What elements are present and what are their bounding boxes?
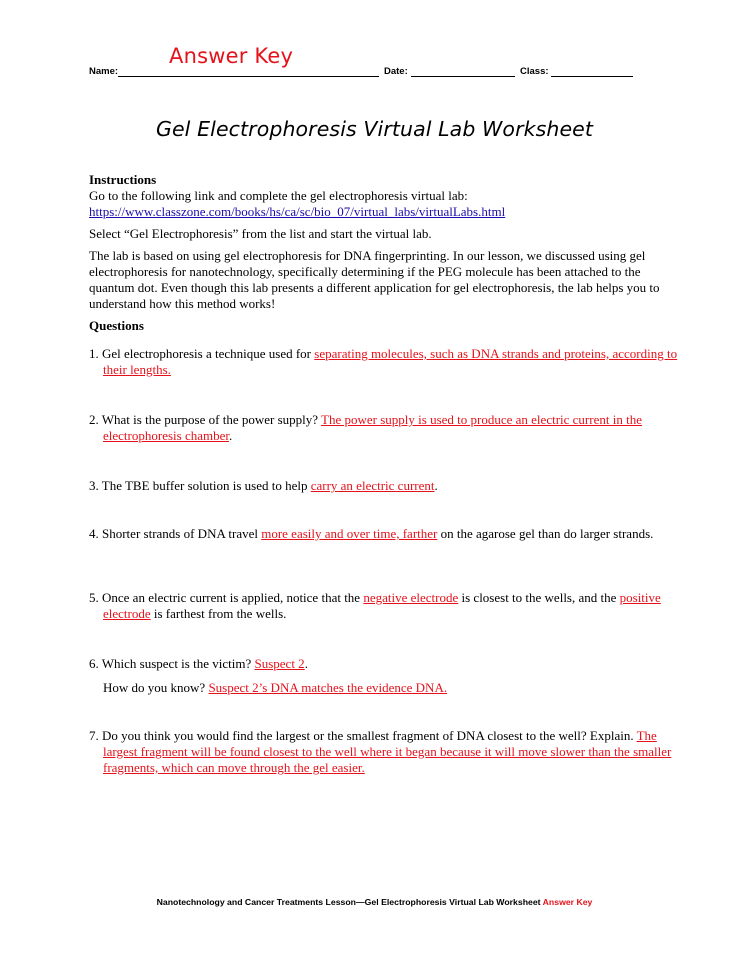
instructions-line: Go to the following link and complete the gel electrophoresis virtual lab: — [89, 188, 468, 203]
question-4-text: 4. Shorter strands of DNA travel — [89, 526, 262, 541]
answer-3: carry an electric current — [310, 478, 435, 493]
select-instruction: Select “Gel Electrophoresis” from the list and start the virtual lab. — [89, 226, 432, 241]
question-6-text: 6. Which suspect is the victim? — [89, 656, 255, 671]
lab-description: The lab is based on using gel electrophoresis for DNA fingerprinting. In our lesson, we discussed using gel electrophoresis for nanotechnology, specifically determining if the PEG molecule has been attached to the quantum dot. Even though this lab presents a different application for gel electrophoresis, the lab helps you to understand how this method works! — [89, 248, 660, 311]
answer-1: separating molecules, such as DNA strands and proteins, according to their lengths. — [103, 346, 678, 377]
date-label: Date: — [384, 66, 408, 77]
answer-6b: Suspect 2’s DNA matches the evidence DNA. — [208, 680, 448, 695]
question-3-text: 3. The TBE buffer solution is used to help — [89, 478, 311, 493]
question-6-followup — [89, 680, 679, 696]
answer-2: The power supply is used to produce an electric current in the electrophoresis chamber — [103, 412, 642, 443]
date-line — [411, 76, 515, 77]
answer-6: Suspect 2 — [254, 656, 305, 671]
question-1 — [89, 346, 679, 378]
question-6-followup-text: How do you know? — [103, 680, 209, 695]
page-title: Gel Electrophoresis Virtual Lab Worksheet — [155, 117, 594, 141]
answer-7: The largest fragment will be found closest to the well where it began because it will move slower than the smaller fragments, which can move through the gel easier. — [103, 728, 672, 775]
question-6: 6. Which suspect is the victim? Suspect 2. — [89, 656, 308, 671]
questions-heading: Questions — [89, 318, 144, 333]
class-line — [551, 76, 633, 77]
answer-key-handwritten: Answer Key — [169, 44, 294, 68]
answer-5a: negative electrode — [363, 590, 459, 605]
virtual-lab-link[interactable]: https://www.classzone.com/books/hs/ca/sc/bio_07/virtual_labs/virtualLabs.html — [89, 204, 506, 219]
question-7 — [89, 728, 679, 776]
worksheet-body — [89, 172, 665, 334]
answer-4: more easily and over time, farther — [261, 526, 438, 541]
question-7-text: 7. Do you think you would find the largest or the smallest fragment of DNA closest to the well? Explain. — [89, 728, 637, 743]
page-footer — [0, 897, 749, 907]
footer-answer-key: Answer Key — [542, 897, 593, 907]
question-4: 4. Shorter strands of DNA travel more easily and over time, farther on the agarose gel than do larger strands. — [89, 526, 654, 541]
question-3: 3. The TBE buffer solution is used to help carry an electric current. — [89, 478, 438, 493]
question-2: 2. What is the purpose of the power supply? The power supply is used to produce an electric current in the electrophoresis chamber. — [89, 412, 642, 443]
question-5-text: 5. Once an electric current is applied, notice that the — [89, 590, 364, 605]
class-label: Class: — [520, 66, 549, 77]
instructions-heading: Instructions — [89, 172, 157, 187]
name-label: Name: — [89, 66, 119, 77]
question-1-text: 1. Gel electrophoresis a technique used for — [89, 346, 315, 361]
footer-text: Nanotechnology and Cancer Treatments Lesson—Gel Electrophoresis Virtual Lab Worksheet — [156, 897, 543, 907]
name-line — [118, 76, 379, 77]
answer-5b: positive electrode — [103, 590, 661, 621]
question-5: 5. Once an electric current is applied, notice that the negative electrode is closest to the wells, and the positive electrode is farthest from the wells. — [89, 590, 661, 621]
question-2-text: 2. What is the purpose of the power supply? — [89, 412, 322, 427]
